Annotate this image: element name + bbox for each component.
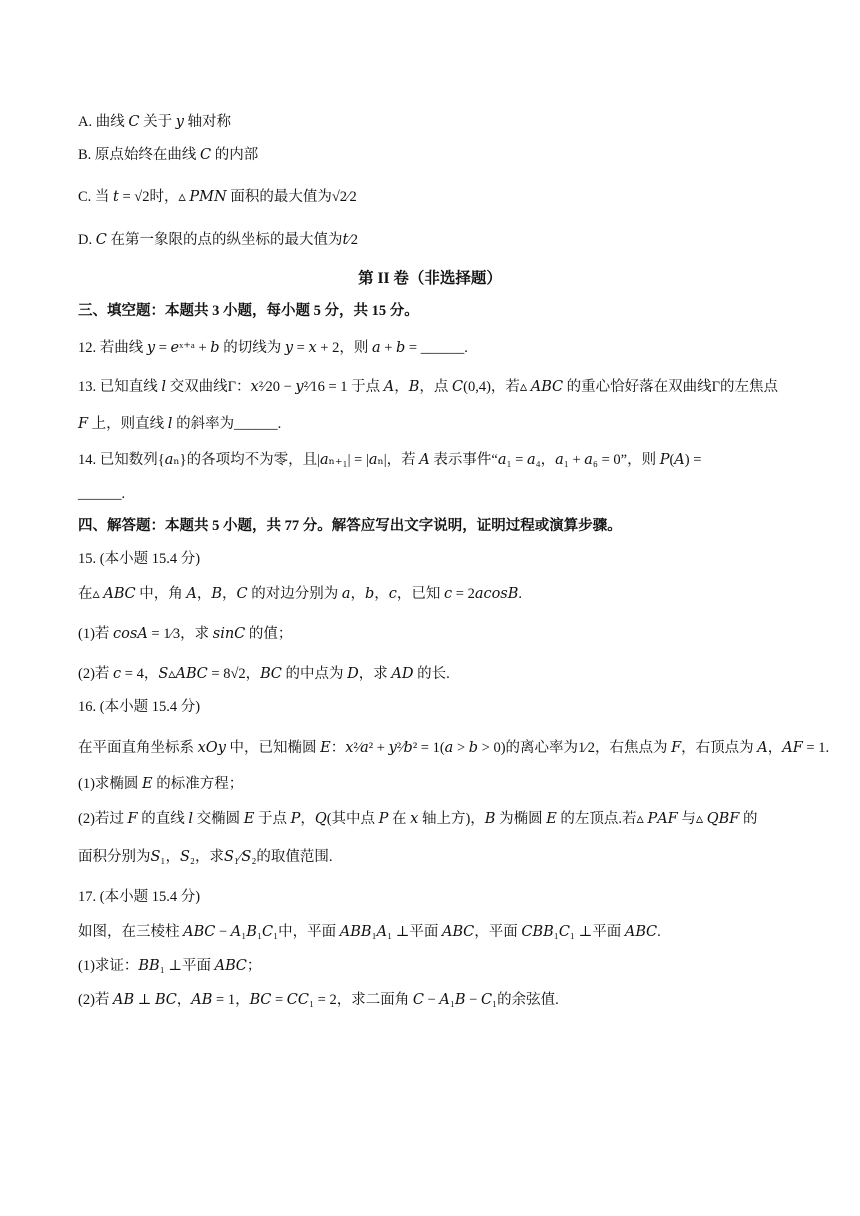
question-15-heading: 15. (本小题 15.4 分) [78, 551, 201, 567]
question-14-line2: ______. [78, 486, 126, 502]
question-16-part2-line2: 面积分别为𝑆₁，𝑆₂，求𝑆₁⁄𝑆₂的取值范围. [78, 849, 333, 865]
question-16-heading: 16. (本小题 15.4 分) [78, 699, 201, 715]
section-title: 第 II 卷（非选择题） [358, 270, 502, 287]
question-16-part2-line1: (2)若过 𝐹 的直线 𝑙 交椭圆 𝐸 于点 𝑃，𝑄(其中点 𝑃 在 𝑥 轴上方)，𝐵 为椭圆 𝐸 的左顶点.若▵ 𝑃𝐴𝐹 与▵ 𝑄𝐵𝐹 的 [78, 811, 758, 827]
question-16-text: 在平面直角坐标系 𝑥𝑂𝑦 中，已知椭圆 𝐸：𝑥²⁄𝑎² + 𝑦²⁄𝑏² = 1(𝑎 > 𝑏 > 0)的离心率为1⁄2，右焦点为 𝐹，右顶点为 𝐴，𝐴𝐹 = 1. [78, 740, 830, 756]
question-16-part1: (1)求椭圆 𝐸 的标准方程； [78, 776, 244, 792]
option-c: C. 当 𝑡 = √2时，▵ 𝑃𝑀𝑁 面积的最大值为√2⁄2 [78, 189, 357, 205]
option-b: B. 原点始终在曲线 𝐶 的内部 [78, 147, 259, 163]
question-15-text: 在▵ 𝐴𝐵𝐶 中，角 𝐴，𝐵，𝐶 的对边分别为 𝑎，𝑏，𝑐，已知 𝑐 = 2𝑎𝑐𝑜𝑠𝐵. [78, 586, 523, 602]
question-14-line1: 14. 已知数列{𝑎ₙ}的各项均不为零，且|𝑎ₙ₊₁| = |𝑎ₙ|，若 𝐴 表示事件“𝑎₁ = 𝑎₄，𝑎₁ + 𝑎₆ = 0”，则 𝑃(𝐴) = [78, 452, 702, 468]
question-17-part2: (2)若 𝐴𝐵 ⊥ 𝐵𝐶，𝐴𝐵 = 1，𝐵𝐶 = 𝐶𝐶₁ = 2，求二面角 𝐶 − 𝐴₁𝐵 − 𝐶₁的余弦值. [78, 992, 559, 1008]
option-a: A. 曲线 𝐶 关于 𝑦 轴对称 [78, 114, 232, 130]
question-12: 12. 若曲线 𝑦 = 𝑒ˣ⁺ᵃ + 𝑏 的切线为 𝑦 = 𝑥 + 2，则 𝑎 + 𝑏 = ______. [78, 340, 468, 356]
question-17-heading: 17. (本小题 15.4 分) [78, 889, 201, 905]
question-17-text: 如图，在三棱柱 𝐴𝐵𝐶 − 𝐴₁𝐵₁𝐶₁中，平面 𝐴𝐵𝐵₁𝐴₁ ⊥平面 𝐴𝐵𝐶，平面 𝐶𝐵𝐵₁𝐶₁ ⊥平面 𝐴𝐵𝐶. [78, 924, 661, 940]
fill-in-header: 三、填空题：本题共 3 小题，每小题 5 分，共 15 分。 [78, 303, 419, 319]
question-15-part2: (2)若 𝑐 = 4，𝑆▵𝐴𝐵𝐶 = 8√2，𝐵𝐶 的中点为 𝐷，求 𝐴𝐷 的长. [78, 666, 450, 682]
question-15-part1: (1)若 𝑐𝑜𝑠𝐴 = 1⁄3，求 𝑠𝑖𝑛𝐶 的值； [78, 626, 293, 642]
question-13-line2: 𝐹 上，则直线 𝑙 的斜率为______. [78, 416, 282, 432]
question-17-part1: (1)求证：𝐵𝐵₁ ⊥平面 𝐴𝐵𝐶； [78, 958, 262, 974]
answer-header: 四、解答题：本题共 5 小题，共 77 分。解答应写出文字说明，证明过程或演算步骤。 [78, 518, 622, 534]
option-d: D. 𝐶 在第一象限的点的纵坐标的最大值为𝑡⁄2 [78, 232, 358, 248]
question-13-line1: 13. 已知直线 𝑙 交双曲线Γ：𝑥²⁄20 − 𝑦²⁄16 = 1 于点 𝐴，𝐵，点 𝐶(0,4)，若▵ 𝐴𝐵𝐶 的重心恰好落在双曲线Γ的左焦点 [78, 379, 779, 395]
